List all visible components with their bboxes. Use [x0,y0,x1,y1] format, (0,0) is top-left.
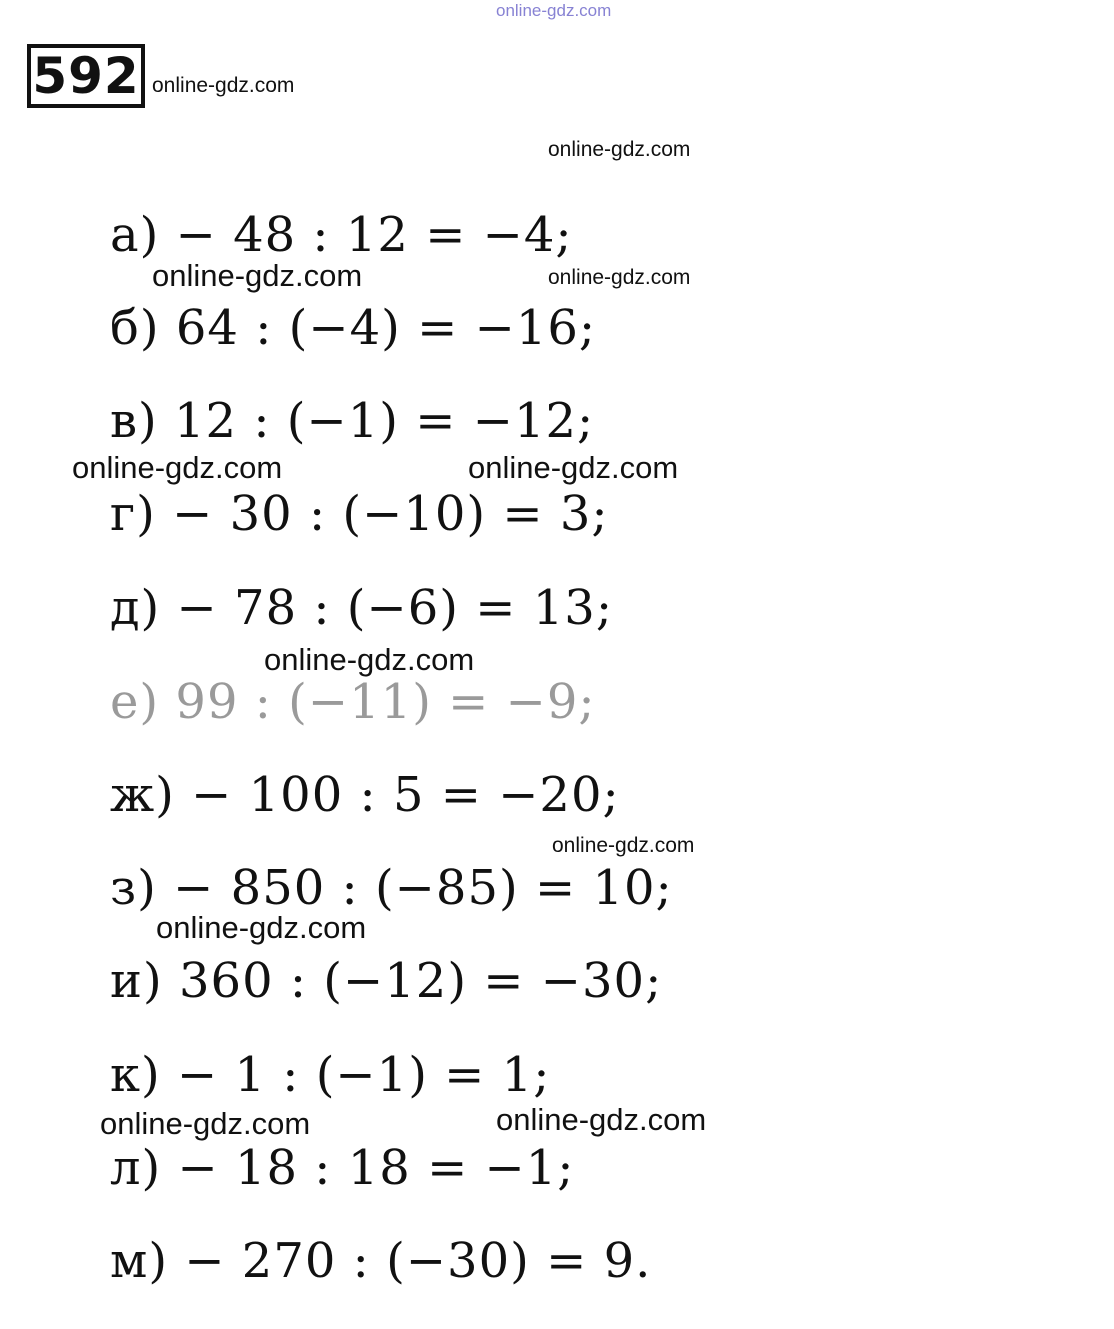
equation-expression: 99 : (−11) = −9; [175,674,596,730]
watermark-top: online-gdz.com [496,1,612,20]
watermark: online-gdz.com [156,910,367,945]
equation-line [110,951,662,1011]
equation-line [110,672,596,732]
watermark: online-gdz.com [72,450,283,485]
equation-expression: − 48 : 12 = −4; [175,207,573,263]
watermark: online-gdz.com [152,258,363,293]
equation-line [110,1045,550,1105]
equation-label: к) [110,1047,161,1103]
watermark: online-gdz.com [100,1106,311,1141]
equation-label: м) [110,1233,169,1289]
equation-line [110,484,609,544]
equation-label: б) [110,300,160,356]
equation-line [110,858,673,918]
watermark: online-gdz.com [152,74,295,97]
watermark: online-gdz.com [468,450,679,485]
watermark: online-gdz.com [548,138,691,161]
watermark: online-gdz.com [552,834,695,857]
watermark: online-gdz.com [264,642,475,677]
equation-label: ж) [110,767,175,823]
equation-expression: − 270 : (−30) = 9. [184,1233,652,1289]
equation-label: в) [110,393,158,449]
equation-line [110,205,573,265]
equation-line [110,391,594,451]
equation-label: д) [110,580,161,636]
equation-line [110,1231,651,1291]
equation-label: з) [110,860,157,916]
watermark: online-gdz.com [548,266,691,289]
equation-expression: − 100 : 5 = −20; [191,767,620,823]
equation-line [110,1138,574,1198]
equation-expression: − 850 : (−85) = 10; [173,860,673,916]
equation-expression: − 30 : (−10) = 3; [172,486,609,542]
equation-label: л) [110,1140,162,1196]
watermark: online-gdz.com [496,1102,707,1137]
equation-line [110,765,620,825]
equation-expression: 12 : (−1) = −12; [174,393,595,449]
equation-expression: − 18 : 18 = −1; [177,1140,575,1196]
task-number: 592 [27,44,145,108]
equation-label: а) [110,207,160,263]
equation-expression: 64 : (−4) = −16; [175,300,597,356]
equation-line [110,298,596,358]
equation-expression: − 78 : (−6) = 13; [176,580,613,636]
equation-label: г) [110,486,156,542]
equation-expression: 360 : (−12) = −30; [178,953,663,1009]
equation-expression: − 1 : (−1) = 1; [177,1047,551,1103]
equation-label: е) [110,674,160,730]
equation-label: и) [110,953,163,1009]
equation-line [110,578,613,638]
